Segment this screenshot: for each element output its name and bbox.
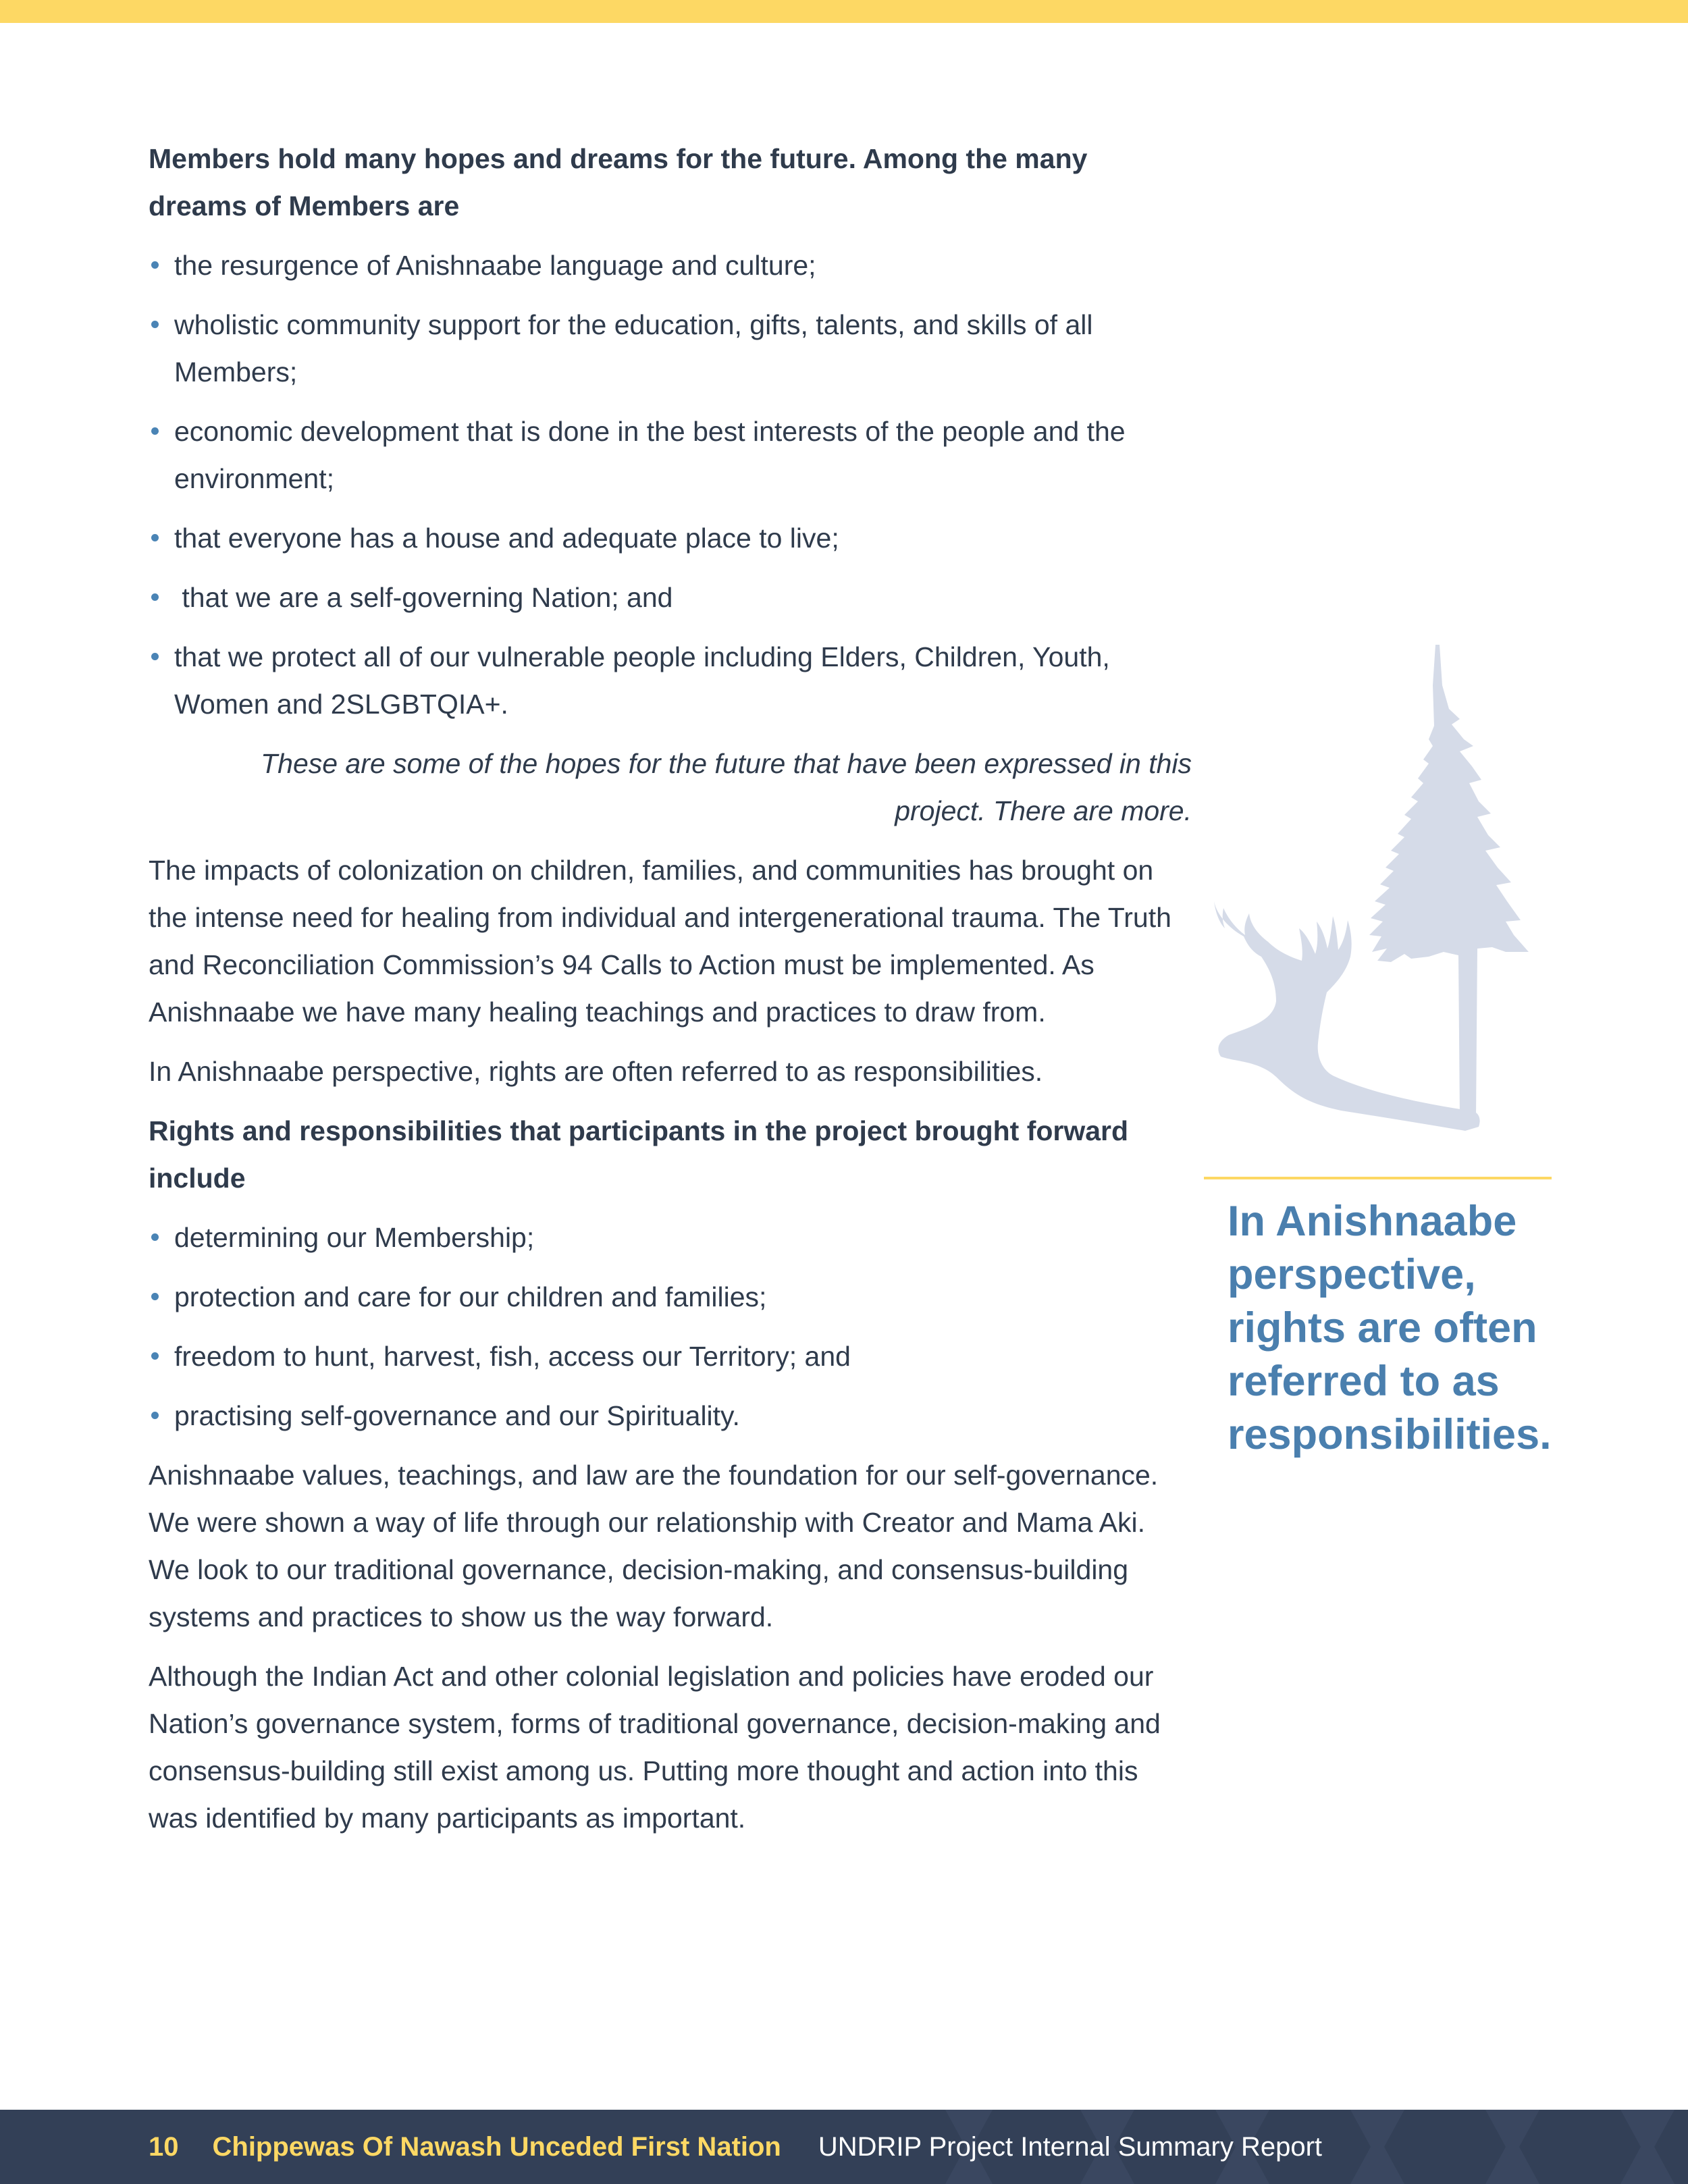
- values-paragraph: Anishnaabe values, teachings, and law are the foundation for our self-governance. We were shown a way of life through our relationship with Creator and Mama Aki. We look to our traditional governance, decision-making, and consensus-building systems and practices to show us the way forward.: [149, 1460, 1159, 1632]
- top-accent-bar: [0, 0, 1688, 23]
- rights-intro: Rights and responsibilities that participants in the project brought forward include: [149, 1115, 1129, 1194]
- list-item: protection and care for our children and families;: [149, 1273, 1192, 1321]
- deer-and-tree-illustration: [1209, 645, 1546, 1131]
- bullet-dot-icon: [151, 653, 159, 660]
- hopes-quote: These are some of the hopes for the future that have been expressed in this project. There are more.: [261, 748, 1192, 826]
- list-item: determining our Membership;: [149, 1214, 1192, 1261]
- list-item: practising self-governance and our Spirituality.: [149, 1392, 1192, 1439]
- bullet-dot-icon: [151, 321, 159, 328]
- bullet-dot-icon: [151, 1352, 159, 1360]
- list-item: that everyone has a house and adequate place to live;: [149, 514, 1192, 562]
- page-footer: [0, 2110, 1688, 2184]
- bullet-dot-icon: [151, 1293, 159, 1300]
- page-number: 10: [149, 2131, 179, 2162]
- report-title: UNDRIP Project Internal Summary Report: [818, 2131, 1323, 2162]
- bullet-dot-icon: [151, 593, 159, 601]
- hopes-intro: Members hold many hopes and dreams for the future. Among the many dreams of Members are: [149, 143, 1088, 221]
- bullet-dot-icon: [151, 1233, 159, 1241]
- healing-paragraph: The impacts of colonization on children, families, and communities has brought on the intense need for healing from individual and intergenerational trauma. The Truth and Reconciliation Commission’s 94 Calls to Action must be implemented. As Anishnaabe we have many healing teachings and practices to draw from.: [149, 855, 1171, 1028]
- bullet-dot-icon: [151, 261, 159, 269]
- pine-tree-icon: [1369, 645, 1529, 1117]
- list-item: wholistic community support for the education, gifts, talents, and skills of all Members;: [149, 301, 1192, 396]
- bullet-dot-icon: [151, 427, 159, 435]
- list-item: freedom to hunt, harvest, fish, access our Territory; and: [149, 1333, 1192, 1380]
- main-content: [149, 135, 1192, 1854]
- pull-quote: In Anishnaabe perspective, rights are often referred to as responsibilities.: [1228, 1198, 1552, 1458]
- footer-row: [149, 2110, 1322, 2184]
- list-item: the resurgence of Anishnaabe language and culture;: [149, 242, 1192, 289]
- rights-list: [149, 1214, 1192, 1439]
- bullet-dot-icon: [151, 534, 159, 541]
- list-item: that we protect all of our vulnerable people including Elders, Children, Youth, Women and 2SLGBTQIA+.: [149, 633, 1192, 728]
- sidebar-divider: [1204, 1177, 1552, 1179]
- list-item: that we are a self-governing Nation; and: [149, 574, 1192, 621]
- bullet-dot-icon: [151, 1412, 159, 1419]
- organization-name: Chippewas Of Nawash Unceded First Nation: [212, 2131, 781, 2162]
- indian-act-paragraph: Although the Indian Act and other colonial legislation and policies have eroded our Nation’s governance system, forms of traditional governance, decision-making and consensus-building still exist among us. Putting more thought and action into this was identified by many participants as important.: [149, 1661, 1161, 1834]
- list-item: economic development that is done in the best interests of the people and the environment;: [149, 408, 1192, 502]
- perspective-paragraph: In Anishnaabe perspective, rights are often referred to as responsibilities.: [149, 1056, 1043, 1087]
- hopes-list: [149, 242, 1192, 728]
